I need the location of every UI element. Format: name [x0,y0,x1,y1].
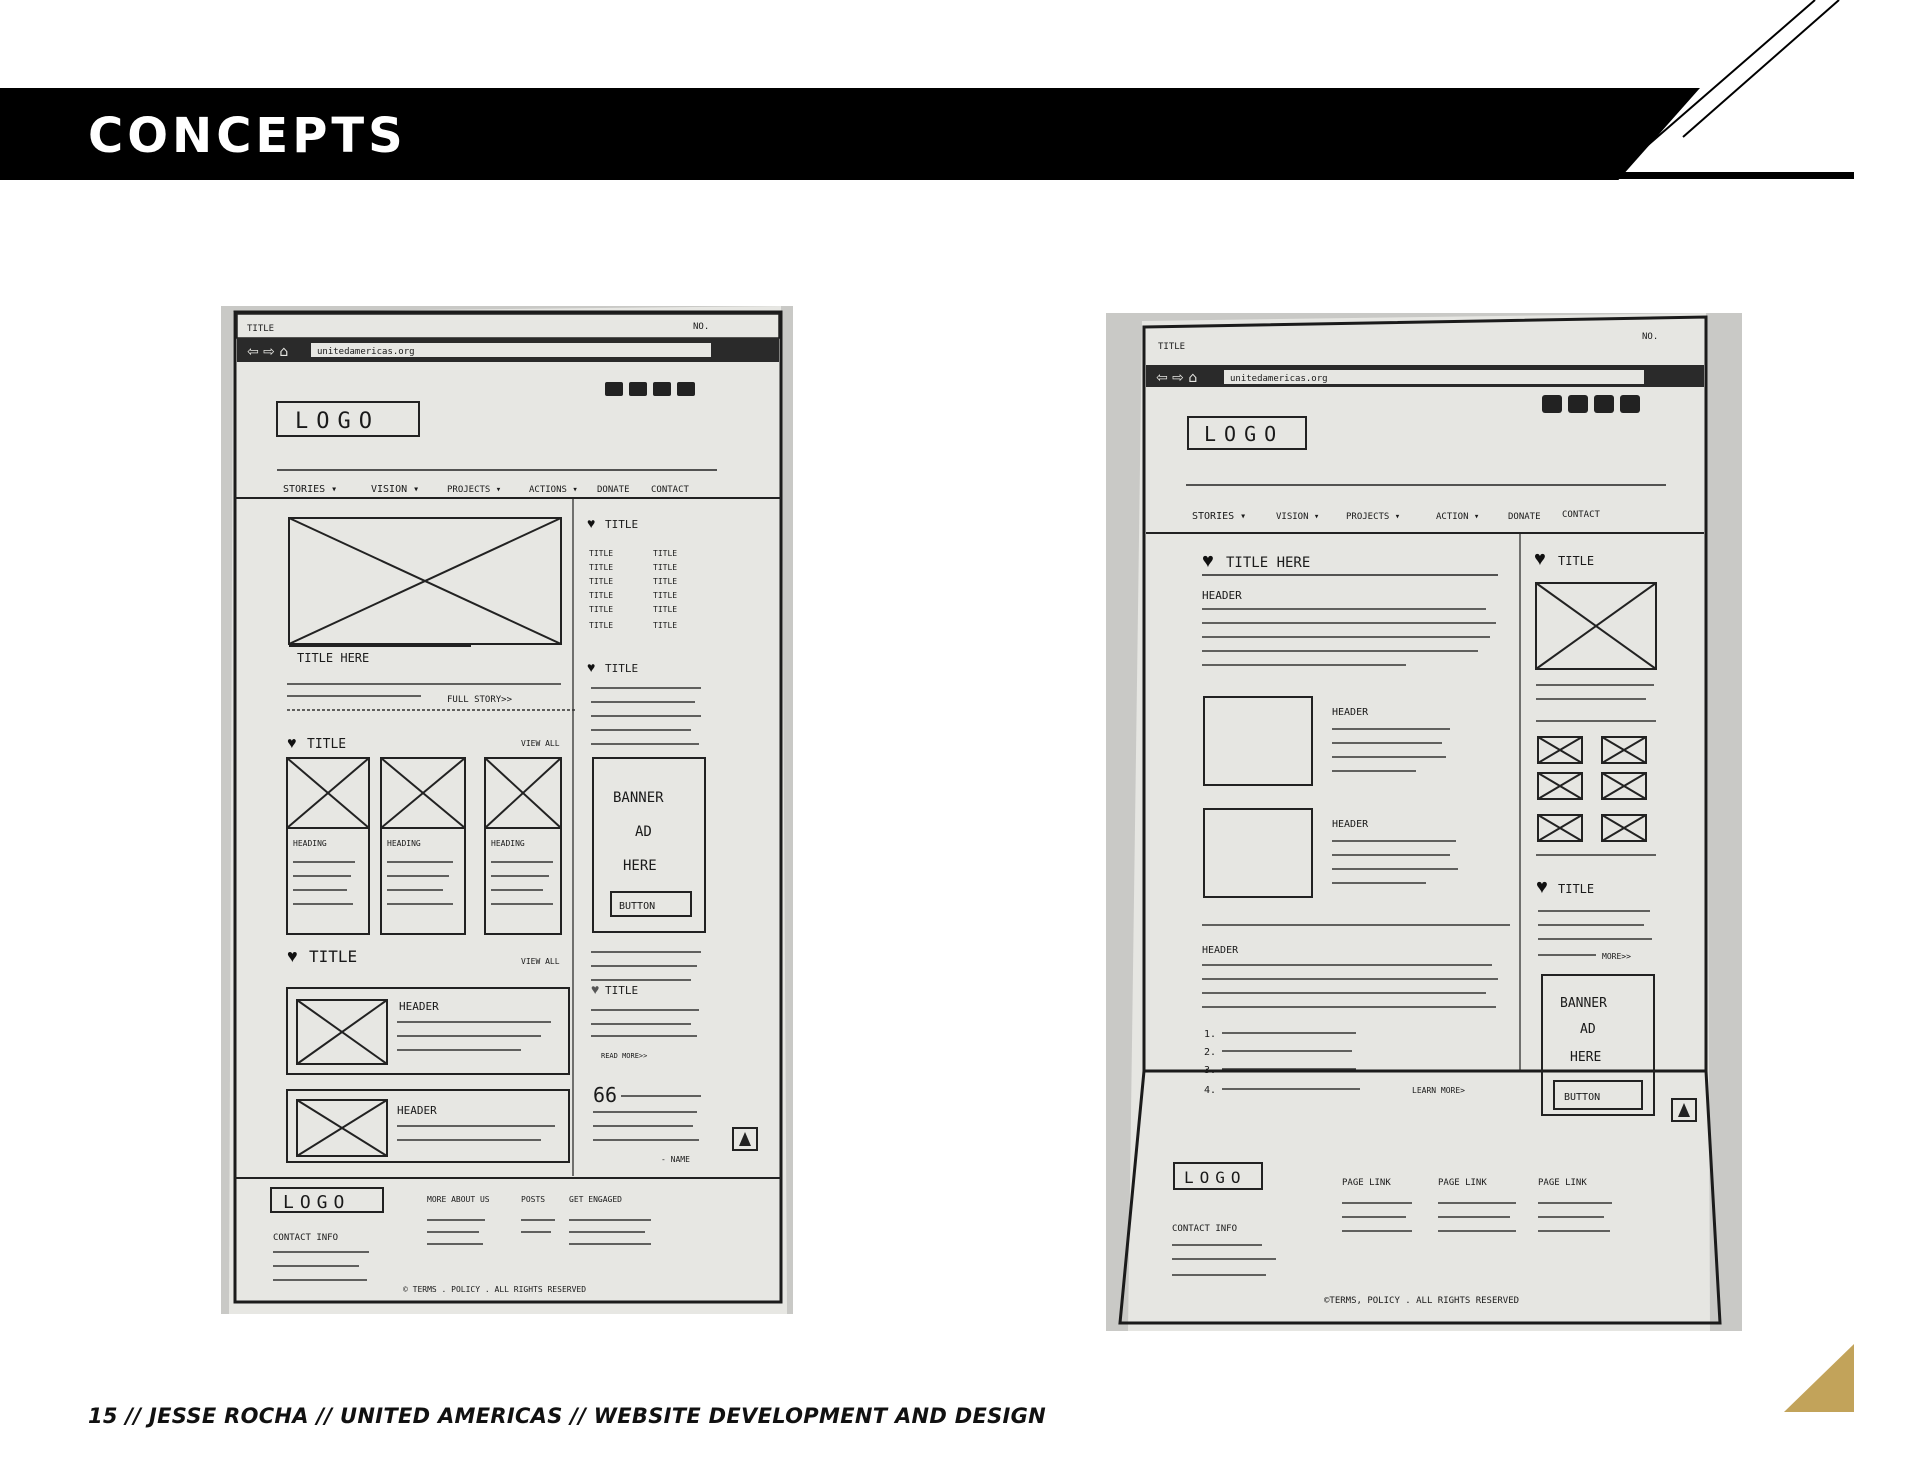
sketch-left-side-list-12: TITLE [653,621,678,630]
sketch-left-footer-logo: LOGO [283,1192,351,1213]
sketch-left-nav-4: ACTIONS ▾ [529,485,578,495]
sketch-left-header-1: HEADER [399,1000,439,1013]
svg-text:⇦ ⇨ ⌂: ⇦ ⇨ ⌂ [247,344,289,360]
sketch-right-banner-1: BANNER [1560,996,1607,1011]
sketch-right-list-2: 2. [1204,1047,1217,1058]
sketch-left-button: BUTTON [619,901,656,912]
svg-text:⇦ ⇨ ⌂: ⇦ ⇨ ⌂ [1156,370,1198,386]
sketch-left-nav-2: VISION ▾ [371,484,420,495]
sketch-right-page-link-3: PAGE LINK [1538,1178,1587,1188]
sketch-right-logo: LOGO [1204,422,1285,446]
sketch-left-side-list-11: TITLE [653,605,678,614]
sketch-right-banner-2: AD [1580,1022,1596,1037]
sketch-left-card-heading-3: HEADING [491,839,525,848]
sketch-left-side-list-9: TITLE [653,577,678,586]
sketch-right-nav-6: CONTACT [1562,510,1600,520]
sketch-right-header-2: HEADER [1332,707,1369,718]
sketch-right-side-title-1: TITLE [1558,554,1595,568]
sketch-left-side-title-1: TITLE [605,518,639,531]
footer-caption: 15 // JESSE ROCHA // UNITED AMERICAS // WEBSITE DEVELOPMENT AND DESIGN [88,1404,1047,1428]
sketch-right-more: MORE>> [1602,952,1631,961]
sketch-left-section2-title: TITLE [309,947,358,966]
svg-text:♥: ♥ [587,659,596,675]
sketch-left-side-list-4: TITLE [589,591,614,600]
sketch-right-list-4: 4. [1204,1085,1217,1096]
sketch-left-read-more: READ MORE>> [601,1052,648,1060]
sketch-right-browser-title: TITLE [1158,342,1186,352]
sketch-right-browser-no: NO. [1642,332,1659,342]
sketch-left-card-heading-2: HEADING [387,839,421,848]
sketch-right-copyright: ©TERMS, POLICY . ALL RIGHTS RESERVED [1324,1296,1520,1306]
sketch-right-header-4: HEADER [1202,945,1239,956]
sketch-left-side-list-8: TITLE [653,563,678,572]
sketch-right-nav-2: VISION ▾ [1276,512,1320,522]
sketch-left-side-list-6: TITLE [589,621,614,630]
sketch-right-header-3: HEADER [1332,819,1369,830]
svg-text:♥: ♥ [287,946,298,966]
sketch-left-banner-3: HERE [623,858,657,874]
svg-text:♥: ♥ [1202,550,1214,572]
sketch-left-nav-6: CONTACT [651,485,689,495]
sketch-right-url: unitedamericas.org [1230,374,1328,384]
sketch-right-nav-5: DONATE [1508,512,1541,522]
sketch-left-browser-no: NO. [693,322,710,332]
concept-sketch-left [221,306,793,1314]
svg-text:♥: ♥ [591,981,600,997]
sketch-right-page-link-1: PAGE LINK [1342,1178,1391,1188]
sketch-right-page-link-2: PAGE LINK [1438,1178,1487,1188]
sketch-left-header-2: HEADER [397,1104,437,1117]
sketch-right-footer-logo: LOGO [1184,1168,1247,1187]
sketch-right-list-1: 1. [1204,1029,1217,1040]
svg-text:♥: ♥ [587,515,596,531]
sketch-left-copyright: © TERMS . POLICY . ALL RIGHTS RESERVED [403,1285,587,1294]
sketch-left-section1-title: TITLE [307,737,347,752]
sketch-left-card-heading-1: HEADING [293,839,327,848]
sketch-left-browser-title: TITLE [247,324,275,334]
sketch-left-contact-info: CONTACT INFO [273,1233,339,1243]
sketch-left-hero-title: TITLE HERE [297,651,370,665]
sketch-right-nav-1: STORIES ▾ [1192,511,1247,522]
sketch-left-view-all-1: VIEW ALL [521,739,560,748]
sketch-right-nav-4: ACTION ▾ [1436,512,1480,522]
sketch-right-side-title-2: TITLE [1558,882,1595,896]
sketch-left-side-list-1: TITLE [589,549,614,558]
sketch-left-side-list-3: TITLE [589,577,614,586]
sketch-left-nav-1: STORIES ▾ [283,484,338,495]
page-title: CONCEPTS [88,108,407,164]
sketch-left-side-title-2: TITLE [605,662,639,675]
sketch-left-side-title-3: TITLE [605,984,639,997]
sketch-left-side-list-5: TITLE [589,605,614,614]
sketch-right-nav-3: PROJECTS ▾ [1346,512,1401,522]
svg-text:♥: ♥ [287,735,297,752]
svg-text:♥: ♥ [1534,548,1546,570]
sketch-left-banner-1: BANNER [613,790,664,806]
sketch-left-side-list-2: TITLE [589,563,614,572]
sketch-left-footer-col-1: MORE ABOUT US [427,1195,490,1204]
sketch-left-url: unitedamericas.org [317,347,415,357]
sketch-left-quote: 66 [593,1083,618,1107]
sketch-right-button: BUTTON [1564,1092,1601,1103]
svg-text:♥: ♥ [1536,876,1548,898]
sketch-left-side-list-7: TITLE [653,549,678,558]
sketch-right-contact-info: CONTACT INFO [1172,1224,1238,1234]
sketch-left-banner-2: AD [635,824,652,840]
sketch-left-nav-3: PROJECTS ▾ [447,485,502,495]
sketch-left-footer-col-2: POSTS [521,1195,546,1204]
gold-corner-triangle [1784,1344,1854,1412]
sketch-left-footer-col-3: GET ENGAGED [569,1195,622,1204]
sketch-right-header-1: HEADER [1202,589,1242,602]
sketch-right-list-3: 3. [1204,1065,1217,1076]
sketch-right-main-title: TITLE HERE [1226,555,1311,571]
sketch-left-name: - NAME [661,1155,690,1164]
sketch-left-full-story: FULL STORY>> [447,695,513,705]
concept-sketch-right [1106,313,1742,1331]
sketch-right-learn-more: LEARN MORE> [1412,1086,1465,1095]
sketch-left-nav-5: DONATE [597,485,630,495]
sketch-left-logo: LOGO [295,409,380,434]
sketch-right-banner-3: HERE [1570,1050,1602,1065]
sketch-left-side-list-10: TITLE [653,591,678,600]
sketch-left-view-all-2: VIEW ALL [521,957,560,966]
